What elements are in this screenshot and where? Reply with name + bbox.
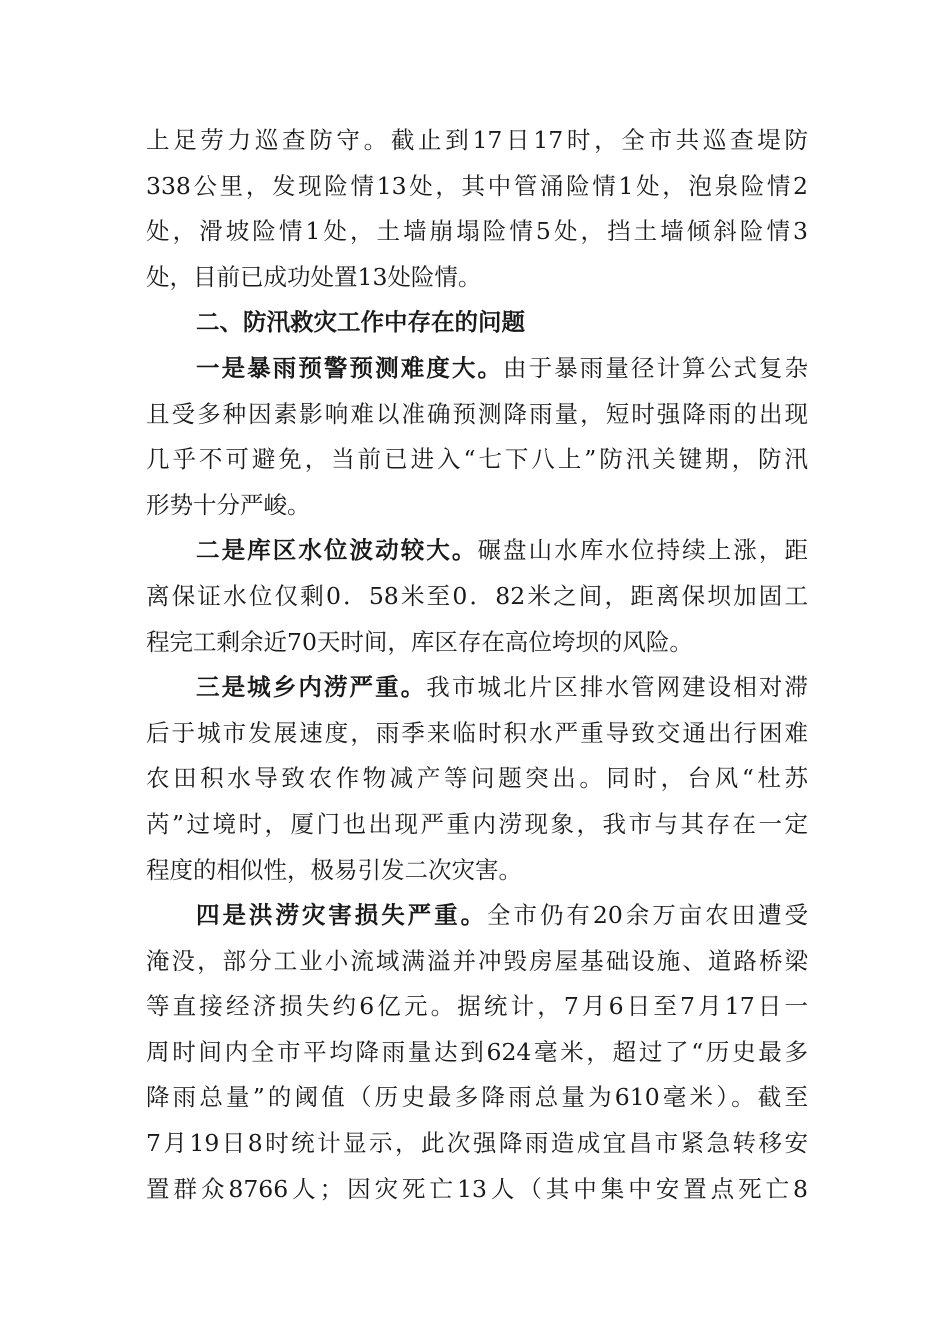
problem-1-line-1 [146, 346, 808, 392]
problem-3-line-2: 后于城市发展速度，雨季来临时积水严重导致交通出行困难 [146, 718, 808, 747]
problem-2-lead: 二是库区水位波动较大。 [196, 536, 478, 565]
problem-4-line-7: 置群众8766人；因灾死亡13人（其中集中安置点死亡8 [146, 1174, 808, 1203]
problem-1-first-rest: 由于暴雨量径计算公式复杂 [503, 353, 808, 382]
problem-4-lead: 四是洪涝灾害损失严重。 [196, 901, 488, 930]
problem-4-first-rest: 全市仍有20余万亩农田遭受 [487, 901, 808, 930]
problem-3-first-rest: 我市城北片区排水管网建设相对滞 [426, 673, 808, 702]
section-heading: 二、防汛救灾工作中存在的问题 [196, 308, 525, 337]
problem-1-lead: 一是暴雨预警预测难度大。 [196, 353, 504, 382]
paragraph-1-line-1: 上足劳力巡查防守。截止到17日17时，全市共巡查堤防 [146, 126, 808, 154]
problem-4-line-1 [146, 893, 808, 939]
problem-2-line-3: 程完工剩余近70天时间，库区存在高位垮坝的风险。 [146, 627, 693, 656]
problem-4-line-4: 周时间内全市平均降雨量达到624毫米，超过了“历史最多 [146, 1037, 808, 1066]
problem-3-line-4: 芮”过境时，厦门也出现严重内涝现象，我市与其存在一定 [146, 809, 808, 838]
problem-4-line-3: 等直接经济损失约6亿元。据统计，7月6日至7月17日一 [146, 992, 808, 1021]
problem-3-line-1 [146, 665, 808, 711]
document-page [146, 118, 808, 1212]
problem-2-line-1 [146, 528, 808, 574]
problem-1-line-3: 几乎不可避免，当前已进入“七下八上”防汛关键期，防汛 [146, 445, 808, 474]
problem-3-line-5: 程度的相似性，极易引发二次灾害。 [146, 855, 522, 884]
problem-1-line-2: 且受多种因素影响难以准确预测降雨量，短时强降雨的出现 [146, 399, 808, 428]
paragraph-1-line-4: 处，目前已成功处置13处险情。 [146, 262, 482, 291]
problem-2-first-rest: 碾盘山水库水位持续上涨，距 [477, 536, 808, 565]
problem-1-line-4: 形势十分严峻。 [146, 490, 311, 519]
paragraph-1-line-2: 338公里，发现险情13处，其中管涌险情1处，泡泉险情2 [146, 171, 808, 200]
problem-4-line-2: 淹没，部分工业小流域满溢并冲毁房屋基础设施、道路桥梁 [146, 946, 808, 975]
paragraph-1-line-3: 处，滑坡险情1处，土墙崩塌险情5处，挡土墙倾斜险情3 [146, 217, 808, 246]
problem-3-line-3: 农田积水导致农作物减产等问题突出。同时，台风“杜苏 [146, 764, 808, 793]
problem-4-line-5: 降雨总量”的阈值（历史最多降雨总量为610毫米）。截至 [146, 1083, 808, 1112]
problem-2-line-2: 离保证水位仅剩0．58米至0．82米之间，距离保坝加固工 [146, 581, 808, 610]
problem-3-lead: 三是城乡内涝严重。 [196, 673, 427, 702]
problem-4-line-6: 7月19日8时统计显示，此次强降雨造成宜昌市紧急转移安 [146, 1129, 808, 1158]
